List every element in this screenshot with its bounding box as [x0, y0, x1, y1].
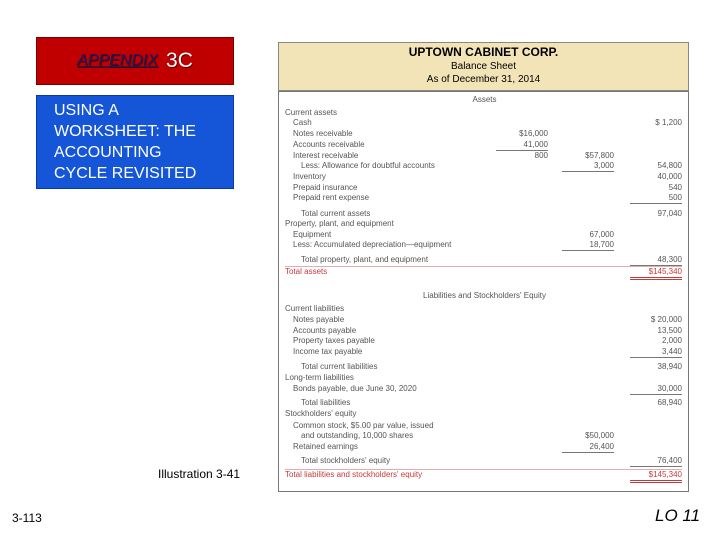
liabilities-heading: Liabilities and Stockholders' Equity: [423, 291, 546, 300]
statement-row: [279, 255, 690, 265]
statement-row: [279, 347, 690, 357]
row-amount: 38,940: [657, 362, 682, 371]
appendix-title-box: [36, 37, 234, 85]
row-label: Interest receivable: [293, 151, 359, 160]
statement-row: [279, 129, 690, 139]
row-amount: $16,000: [519, 129, 548, 138]
statement-date: As of December 31, 2014: [426, 74, 541, 85]
row-label: Total stockholders' equity: [301, 456, 391, 465]
row-label: Prepaid rent expense: [293, 193, 370, 202]
divider: [285, 266, 682, 267]
statement-row: [279, 326, 690, 336]
statement-row: [279, 230, 690, 240]
row-label: Less: Accumulated depreciation—equipment: [293, 240, 452, 249]
row-label: Prepaid insurance: [293, 183, 358, 192]
divider: [285, 469, 682, 470]
row-amount: 13,500: [657, 326, 682, 335]
row-label: Cash: [293, 118, 312, 127]
statement-header: [278, 42, 689, 91]
statement-row: [279, 336, 690, 346]
row-label: Inventory: [293, 172, 326, 181]
statement-row: [279, 315, 690, 325]
row-label: Accounts receivable: [293, 140, 365, 149]
row-amount: 30,000: [630, 384, 682, 395]
company-name: UPTOWN CABINET CORP.: [408, 45, 559, 59]
row-label: Total current liabilities: [301, 362, 378, 371]
row-amount: 3,440: [630, 347, 682, 358]
row-label: Notes receivable: [293, 129, 353, 138]
statement-row: [279, 161, 690, 171]
topic-line: USING A: [54, 102, 119, 119]
row-label: Long-term liabilities: [285, 373, 354, 382]
row-label: Property taxes payable: [293, 336, 375, 345]
row-amount: 48,300: [630, 255, 682, 266]
row-label: Current assets: [285, 108, 338, 117]
learning-objective-label: LO 11: [655, 506, 701, 525]
statement-row: [279, 431, 690, 441]
row-amount: 540: [668, 183, 682, 192]
row-label: Bonds payable, due June 30, 2020: [293, 384, 417, 393]
statement-row: [279, 362, 690, 372]
topic-line: ACCOUNTING: [54, 144, 162, 161]
statement-row: [279, 108, 690, 118]
row-amount: $ 1,200: [655, 118, 682, 127]
statement-row: [279, 421, 690, 431]
statement-row: [279, 398, 690, 408]
row-amount: 3,000: [562, 161, 614, 172]
statement-row: [279, 172, 690, 182]
statement-row: [279, 151, 690, 161]
row-label: Less: Allowance for doubtful accounts: [301, 161, 435, 170]
row-amount: 18,700: [562, 240, 614, 251]
statement-row: [279, 267, 690, 277]
topic-line: CYCLE REVISITED: [54, 165, 197, 182]
statement-row: [279, 304, 690, 314]
statement-row: [279, 118, 690, 128]
row-amount: 40,000: [657, 172, 682, 181]
row-amount: 26,400: [562, 442, 614, 453]
statement-row: [279, 409, 690, 419]
balance-sheet: [278, 91, 689, 492]
appendix-number: 3C: [166, 49, 193, 72]
statement-row: [279, 470, 690, 480]
topic-line: WORKSHEET: THE: [54, 123, 196, 140]
row-amount: $145,340: [630, 470, 682, 483]
row-label: Property, plant, and equipment: [285, 219, 394, 228]
row-amount: $145,340: [630, 267, 682, 280]
row-label: Current liabilities: [285, 304, 345, 313]
row-amount: 76,400: [630, 456, 682, 467]
row-label: Income tax payable: [293, 347, 363, 356]
statement-row: [279, 140, 690, 150]
statement-row: [279, 219, 690, 229]
row-label: Accounts payable: [293, 326, 357, 335]
statement-row: [279, 384, 690, 394]
row-amount: 54,800: [657, 161, 682, 170]
row-amount: $50,000: [585, 431, 614, 440]
illustration-label: Illustration 3-41: [158, 467, 241, 481]
row-amount: 2,000: [661, 336, 682, 345]
row-amount: 500: [630, 193, 682, 204]
row-label: Equipment: [293, 230, 332, 239]
row-label: Retained earnings: [293, 442, 358, 451]
row-amount: 41,000: [496, 140, 548, 151]
assets-heading: Assets: [472, 95, 497, 104]
appendix-word: APPENDIX: [77, 52, 159, 69]
statement-row: [279, 442, 690, 452]
row-amount: 67,000: [589, 230, 614, 239]
row-label: Total assets: [285, 267, 328, 276]
row-amount: $ 20,000: [650, 315, 682, 324]
row-label: Total property, plant, and equipment: [301, 255, 429, 264]
row-amount: 800: [534, 151, 548, 160]
statement-title: Balance Sheet: [450, 61, 517, 72]
row-label: Common stock, $5.00 par value, issued: [293, 421, 434, 430]
statement-row: [279, 456, 690, 466]
row-label: Stockholders' equity: [285, 409, 357, 418]
topic-title-box: [36, 95, 234, 189]
statement-row: [279, 240, 690, 250]
row-amount: 68,940: [657, 398, 682, 407]
statement-row: [279, 373, 690, 383]
statement-row: [279, 209, 690, 219]
statement-row: [279, 183, 690, 193]
row-label: Notes payable: [293, 315, 345, 324]
row-label: and outstanding, 10,000 shares: [301, 431, 414, 440]
row-amount: $57,800: [585, 151, 614, 160]
statement-row: [279, 193, 690, 203]
row-label: Total current assets: [301, 209, 371, 218]
row-label: Total liabilities and stockholders' equity: [285, 470, 423, 479]
row-amount: 97,040: [657, 209, 682, 218]
row-label: Total liabilities: [301, 398, 351, 407]
slide-number: 3-113: [12, 511, 42, 525]
